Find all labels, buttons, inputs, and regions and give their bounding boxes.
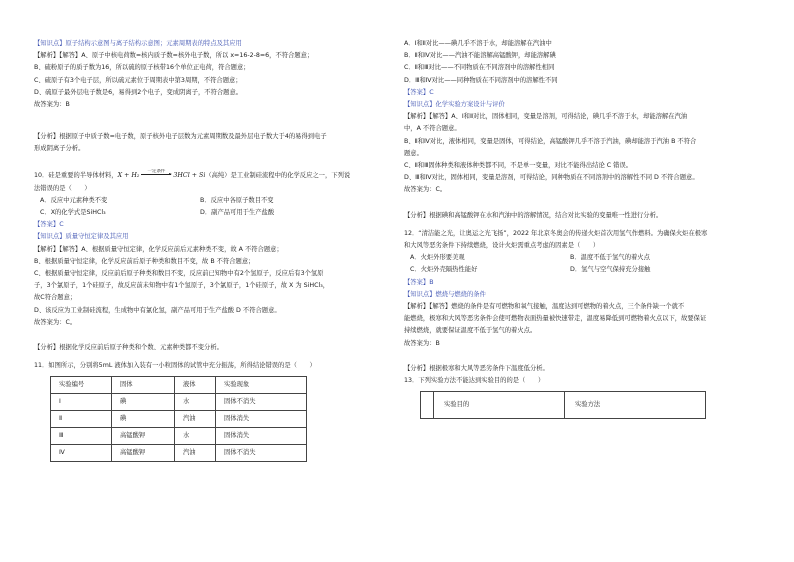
equation-left: X + H₂ bbox=[117, 171, 140, 179]
options-row bbox=[34, 195, 394, 207]
explanation-line: 持续燃烧，就要保证温度不低于氢气的着火点。 bbox=[404, 327, 537, 335]
option-b: B．温度不低于氢气的着火点 bbox=[570, 254, 650, 262]
answer-summary: 故答案为：C。 bbox=[404, 186, 447, 194]
table-cell: 固体消失 bbox=[216, 411, 307, 428]
explanation-line: B、硫粉原子的质子数为16，所以硫的原子核带16个单位正电荷，符合题意； bbox=[34, 64, 250, 72]
explanation-line: 【解析】【解答】A、根据质量守恒定律，化学反应前后元素种类不变，故 A 不符合题意； bbox=[34, 245, 283, 253]
explanation-line: 题意。 bbox=[404, 149, 423, 157]
analysis-11: 【分析】根据碘和高锰酸钾在水和汽油中的溶解情况，结合对比实验的变量唯一性进行分析。 bbox=[404, 211, 663, 219]
table-header: 实验编号 bbox=[51, 377, 112, 394]
table-cell: 固体消失 bbox=[216, 428, 307, 445]
question-10-cont: 法错误的是（ ） bbox=[34, 184, 91, 192]
table-cell: Ⅰ bbox=[51, 394, 112, 411]
option-d: D．Ⅲ和Ⅳ对比——同种物质在不同溶剂中的溶解性不同 bbox=[404, 76, 558, 84]
table-header-row bbox=[421, 392, 706, 419]
option-b: B．反应中各原子数目不变 bbox=[200, 196, 274, 204]
analysis-line: 形成阴离子分析。 bbox=[34, 145, 85, 153]
analysis-line: 【分析】根据原子中质子数=电子数，原子核外电子层数为元素周期数及最外层电子数大于4的易得到电子 bbox=[34, 133, 327, 141]
table-cell: 固体不消失 bbox=[216, 394, 307, 411]
answer-summary: 故答案为：B bbox=[34, 101, 70, 109]
table-cell: 碘 bbox=[112, 411, 175, 428]
option-c: C．Ⅱ和Ⅲ对比——不同物质在不同溶剂中的溶解性相同 bbox=[404, 64, 555, 72]
options-row bbox=[404, 264, 764, 276]
explanation-line: 中，A 不符合题意。 bbox=[404, 125, 461, 133]
table-cell: 固体不消失 bbox=[216, 445, 307, 462]
table-cell: 水 bbox=[175, 428, 216, 445]
table-header: 实验现象 bbox=[216, 377, 307, 394]
option-c: C．火炬外壳隔热性能好 bbox=[410, 266, 478, 274]
explanation-line: 子，3个氯原子，1个硅原子，故反应前未知物中有1个氢原子，3个氯原子，1个硅原子，故 X 为 SiHCl₃， bbox=[34, 282, 330, 290]
table-header: 固体 bbox=[112, 377, 175, 394]
knowledge-point-q9: 【知识点】原子结构示意图与离子结构示意图；元素周期表的特点及其应用 bbox=[34, 40, 242, 47]
explanation-line: 【解析】【解答】A、原子中核电荷数=核内质子数=核外电子数，所以 x=16-2-8=6，不符合题意； bbox=[34, 52, 314, 60]
table-header: 液体 bbox=[175, 377, 216, 394]
explanation-line: D、该反应为工业制硅流程，生成物中有氯化氢，副产品可用于生产盐酸 D 不符合题意。 bbox=[34, 306, 281, 314]
option-b: B．Ⅱ和Ⅳ对比——汽油不能溶解高锰酸钾，却能溶解碘 bbox=[404, 52, 556, 60]
option-a: A．反应中元素种类不变 bbox=[40, 196, 108, 204]
table-cell: 高锰酸钾 bbox=[112, 445, 175, 462]
analysis-12: 【分析】根据极寒和大风等恶劣条件下温度低分析。 bbox=[404, 364, 549, 372]
table-header-row bbox=[51, 377, 307, 394]
explanation-line: B、Ⅱ和Ⅳ对比，液体相同，变量是固体，可得结论，高锰酸钾几乎不溶于汽油，碘却能溶于汽油 B 不符合 bbox=[404, 137, 697, 145]
table-row bbox=[51, 445, 307, 462]
option-c: C．X的化学式是SiHCl₃ bbox=[40, 209, 106, 217]
explanation-line: D、硫原子最外层电子数是6，易得到2个电子，变成阴离子，不符合题意。 bbox=[34, 88, 243, 96]
reaction-arrow: 一定条件 bbox=[141, 169, 171, 180]
experiment-table bbox=[50, 376, 307, 462]
left-column bbox=[34, 38, 394, 462]
answer-summary: 故答案为：C。 bbox=[34, 318, 77, 326]
option-d: D．氢气与空气保持充分接触 bbox=[570, 266, 651, 274]
table-row bbox=[51, 428, 307, 445]
answer-11: 【答案】C bbox=[404, 88, 434, 96]
table-row bbox=[51, 411, 307, 428]
table-cell: Ⅱ bbox=[51, 411, 112, 428]
explanation-line: C、Ⅱ和Ⅲ固体种类和液体种类都不同，不是单一变量，对比不能得出结论 C 错误。 bbox=[404, 162, 633, 170]
explanation-line: 【解析】【解答】燃烧的条件是有可燃物和氧气接触，温度达到可燃物的着火点，三个条件缺一个就不 bbox=[404, 303, 685, 311]
question-10: 10．硅是重要的半导体材料，X + H₂ 一定条件 3HCl + Si（高纯）是工业制硅流程中的化学反应之一，下列说 bbox=[34, 169, 351, 179]
table-cell: Ⅲ bbox=[51, 428, 112, 445]
options-row bbox=[34, 207, 394, 219]
answer-summary: 故答案为：B bbox=[404, 339, 440, 347]
analysis-10: 【分析】根据化学反应前后原子种类和个数、元素种类都不变分析。 bbox=[34, 344, 223, 352]
option-a: A．Ⅰ和Ⅱ对比——碘几乎不溶于水，却能溶解在汽油中 bbox=[404, 40, 552, 47]
table-header: 实验方法 bbox=[565, 392, 706, 419]
question-11: 11．如图所示，分别将5mL 液体加入装有一小粒固体的试管中充分振荡，所得结论错误的是（ ） bbox=[34, 362, 316, 370]
question-12-cont: 和大风等恶劣条件下持续燃烧，设计火炬需重点考虑的因素是（ ） bbox=[404, 242, 600, 250]
option-a: A．火炬外形要美观 bbox=[410, 254, 465, 262]
table-cell: Ⅳ bbox=[51, 445, 112, 462]
right-column bbox=[404, 38, 764, 419]
explanation-line: B、根据质量守恒定律，化学反应前后原子种类和数目不变，故 B 不符合题意； bbox=[34, 257, 255, 265]
knowledge-point-11: 【知识点】化学实验方案设计与评价 bbox=[404, 101, 505, 109]
knowledge-point-10: 【知识点】质量守恒定律及其应用 bbox=[34, 233, 129, 241]
explanation-line: 【解析】【解答】A、Ⅰ和Ⅱ对比，固体相同，变量是溶剂，可得结论，碘几乎不溶于水，却能溶解在汽油 bbox=[404, 113, 688, 121]
explanation-line: C、硫原子有3个电子层，所以硫元素位于周期表中第3周期，不符合题意； bbox=[34, 76, 242, 84]
table-header: 实验目的 bbox=[434, 392, 565, 419]
method-table bbox=[420, 391, 706, 419]
explanation-line: 能燃烧，极寒和大风等恶劣条件会使可燃物表面热量被快速带走，温度易降低到可燃物着火点以下，故要保证 bbox=[404, 315, 707, 323]
table-cell: 碘 bbox=[112, 394, 175, 411]
table-cell: 水 bbox=[175, 394, 216, 411]
equation-right: 3HCl + Si bbox=[173, 171, 206, 179]
table-row bbox=[51, 394, 307, 411]
table-cell: 汽油 bbox=[175, 445, 216, 462]
question-12: 12．“清洁能之光，让奥运之光飞扬”，2022 年北京冬奥会的传递火炬首次用氢气作燃料。为确保火炬在极寒 bbox=[404, 229, 708, 237]
options-row bbox=[404, 252, 764, 264]
table-header bbox=[421, 392, 434, 419]
knowledge-point-12: 【知识点】燃烧与燃烧的条件 bbox=[404, 290, 486, 298]
explanation-line: 故C符合题意； bbox=[34, 294, 77, 302]
table-cell: 高锰酸钾 bbox=[112, 428, 175, 445]
question-13: 13．下列实验方法不能达到实验目的的是（ ） bbox=[404, 377, 545, 385]
explanation-line: C、根据质量守恒定律，反应前后原子种类和数目不变，反应前已知物中有2个氢原子，反应后有3个氢原 bbox=[34, 270, 324, 278]
answer-12: 【答案】B bbox=[404, 278, 434, 286]
option-d: D．副产品可用于生产盐酸 bbox=[200, 209, 275, 217]
answer-10: 【答案】C bbox=[34, 221, 64, 229]
table-cell: 汽油 bbox=[175, 411, 216, 428]
explanation-line: D、Ⅲ和Ⅳ对比，固体相同，变量是溶剂，可得结论，同种物质在不同溶剂中的溶解性不同 D 不符合题意。 bbox=[404, 174, 699, 182]
